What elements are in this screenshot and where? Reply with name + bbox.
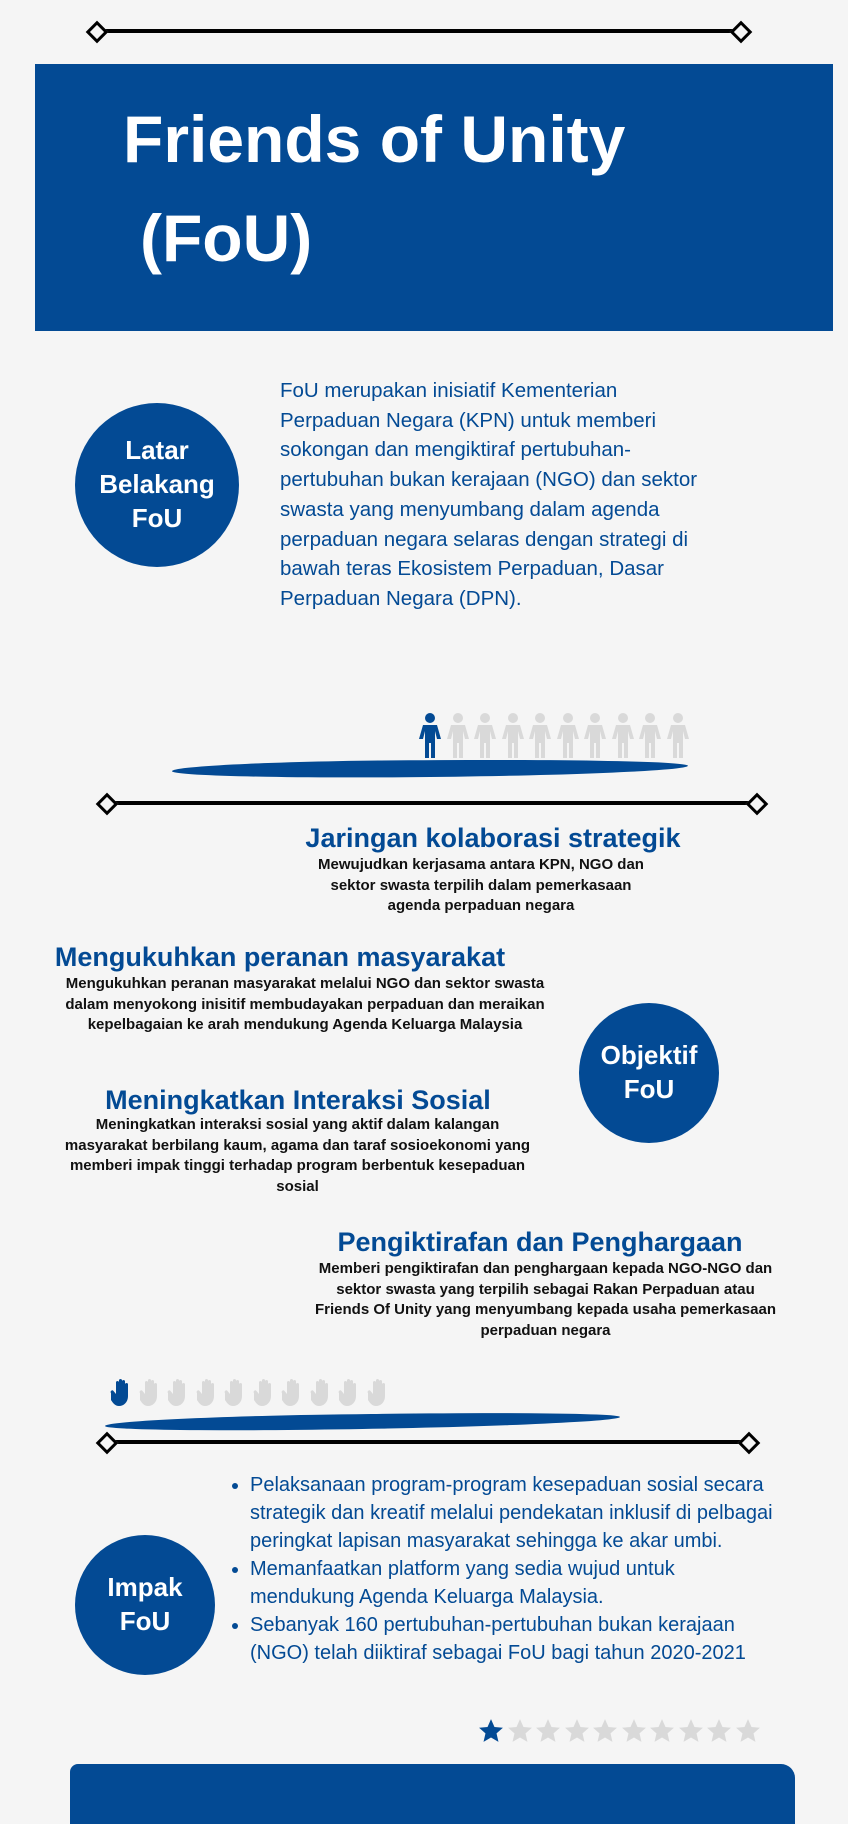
star-icon <box>507 1718 536 1749</box>
impak-bullet: • Pelaksanaan program-program kesepaduan sosial secara strategik dan kreatif melalui pendekatan inklusif di pelbagai peringkat lapisan masyarakat sehingga ke akar umbi. <box>250 1471 775 1555</box>
star-icon <box>478 1718 507 1749</box>
person-icon <box>473 713 501 764</box>
impak-bullet: • Memanfaatkan platform yang sedia wujud untuk mendukung Agenda Keluarga Malaysia. <box>250 1555 775 1611</box>
person-icon <box>611 713 639 764</box>
person-icon <box>446 713 474 764</box>
divider-2 <box>105 801 759 805</box>
person-icon <box>418 713 446 764</box>
people-rating <box>418 713 693 764</box>
hand-icon <box>310 1378 339 1411</box>
objective-title-4: Pengiktirafan dan Penghargaan <box>337 1227 743 1257</box>
objektif-badge <box>579 1003 719 1143</box>
page-title-line1: Friends of Unity <box>123 102 626 176</box>
hands-rating <box>110 1378 395 1411</box>
latar-text: FoU merupakan inisiatif Kementerian Perpaduan Negara (KPN) untuk memberi sokongan dan mengiktiraf pertubuhan-pertubuhan bukan kerajaan (NGO) dan sektor swasta yang menyumbang dalam agenda perpaduan negara selaras dengan strategi di bawah teras Ekosistem Perpaduan, Dasar Perpaduan Negara (DPN). <box>280 379 698 610</box>
impak-badge <box>75 1535 215 1675</box>
objective-title-2: Mengukuhkan peranan masyarakat <box>54 942 506 972</box>
header-banner <box>35 64 833 331</box>
objective-title-3: Meningkatkan Interaksi Sosial <box>105 1085 491 1115</box>
star-icon <box>621 1718 650 1749</box>
hand-icon <box>338 1378 367 1411</box>
brush-stroke <box>105 1410 620 1434</box>
impak-list <box>230 1471 775 1667</box>
objective-text-3: Meningkatkan interaksi sosial yang aktif dalam kalangan masyarakat berbilang kaum, agama dan taraf sosioekonomi yang memberi impak tinggi terhadap program berbentuk kesepaduan sosial <box>64 1116 531 1195</box>
person-icon <box>501 713 529 764</box>
brush-stroke <box>172 757 688 779</box>
star-icon <box>706 1718 735 1749</box>
latar-badge-label: Latar Belakang FoU <box>99 435 215 533</box>
hand-icon <box>196 1378 225 1411</box>
hand-icon <box>253 1378 282 1411</box>
person-icon <box>556 713 584 764</box>
impak-bullet: • Sebanyak 160 pertubuhan-pertubuhan bukan kerajaan (NGO) telah diiktiraf sebagai FoU bagi tahun 2020-2021 <box>250 1611 775 1667</box>
hand-icon <box>110 1378 139 1411</box>
objective-title-1: Jaringan kolaborasi strategik <box>305 823 681 853</box>
person-icon <box>638 713 666 764</box>
hand-icon <box>224 1378 253 1411</box>
page-title-line2: (FoU) <box>140 201 313 275</box>
star-icon <box>678 1718 707 1749</box>
objective-text-1: Mewujudkan kerjasama antara KPN, NGO dan sektor swasta terpilih dalam pemerkasaan agenda perpaduan negara <box>318 856 644 914</box>
hand-icon <box>139 1378 168 1411</box>
hand-icon <box>367 1378 396 1411</box>
star-icon <box>592 1718 621 1749</box>
stars-rating <box>478 1718 763 1749</box>
star-icon <box>649 1718 678 1749</box>
star-icon <box>735 1718 764 1749</box>
brush-stroke-bottom <box>70 1764 795 1824</box>
divider-3 <box>105 1440 751 1444</box>
objective-text-2: Mengukuhkan peranan masyarakat melalui NGO dan sektor swasta dalam menyokong inisitif membudayakan perpaduan dan meraikan kepelbagaian ke arah mendukung Agenda Keluarga Malaysia <box>65 975 545 1033</box>
person-icon <box>583 713 611 764</box>
person-icon <box>528 713 556 764</box>
star-icon <box>564 1718 593 1749</box>
impak-badge-label: Impak FoU <box>107 1572 183 1636</box>
divider-top <box>95 29 743 33</box>
hand-icon <box>167 1378 196 1411</box>
hand-icon <box>281 1378 310 1411</box>
latar-badge <box>75 403 239 567</box>
objective-text-4: Memberi pengiktirafan dan penghargaan kepada NGO-NGO dan sektor swasta yang terpilih sebagai Rakan Perpaduan atau Friends Of Unity yang menyumbang kepada usaha pemerkasaan perpaduan negara <box>315 1260 776 1339</box>
person-icon <box>666 713 694 764</box>
star-icon <box>535 1718 564 1749</box>
objektif-badge-label: Objektif FoU <box>600 1040 698 1104</box>
